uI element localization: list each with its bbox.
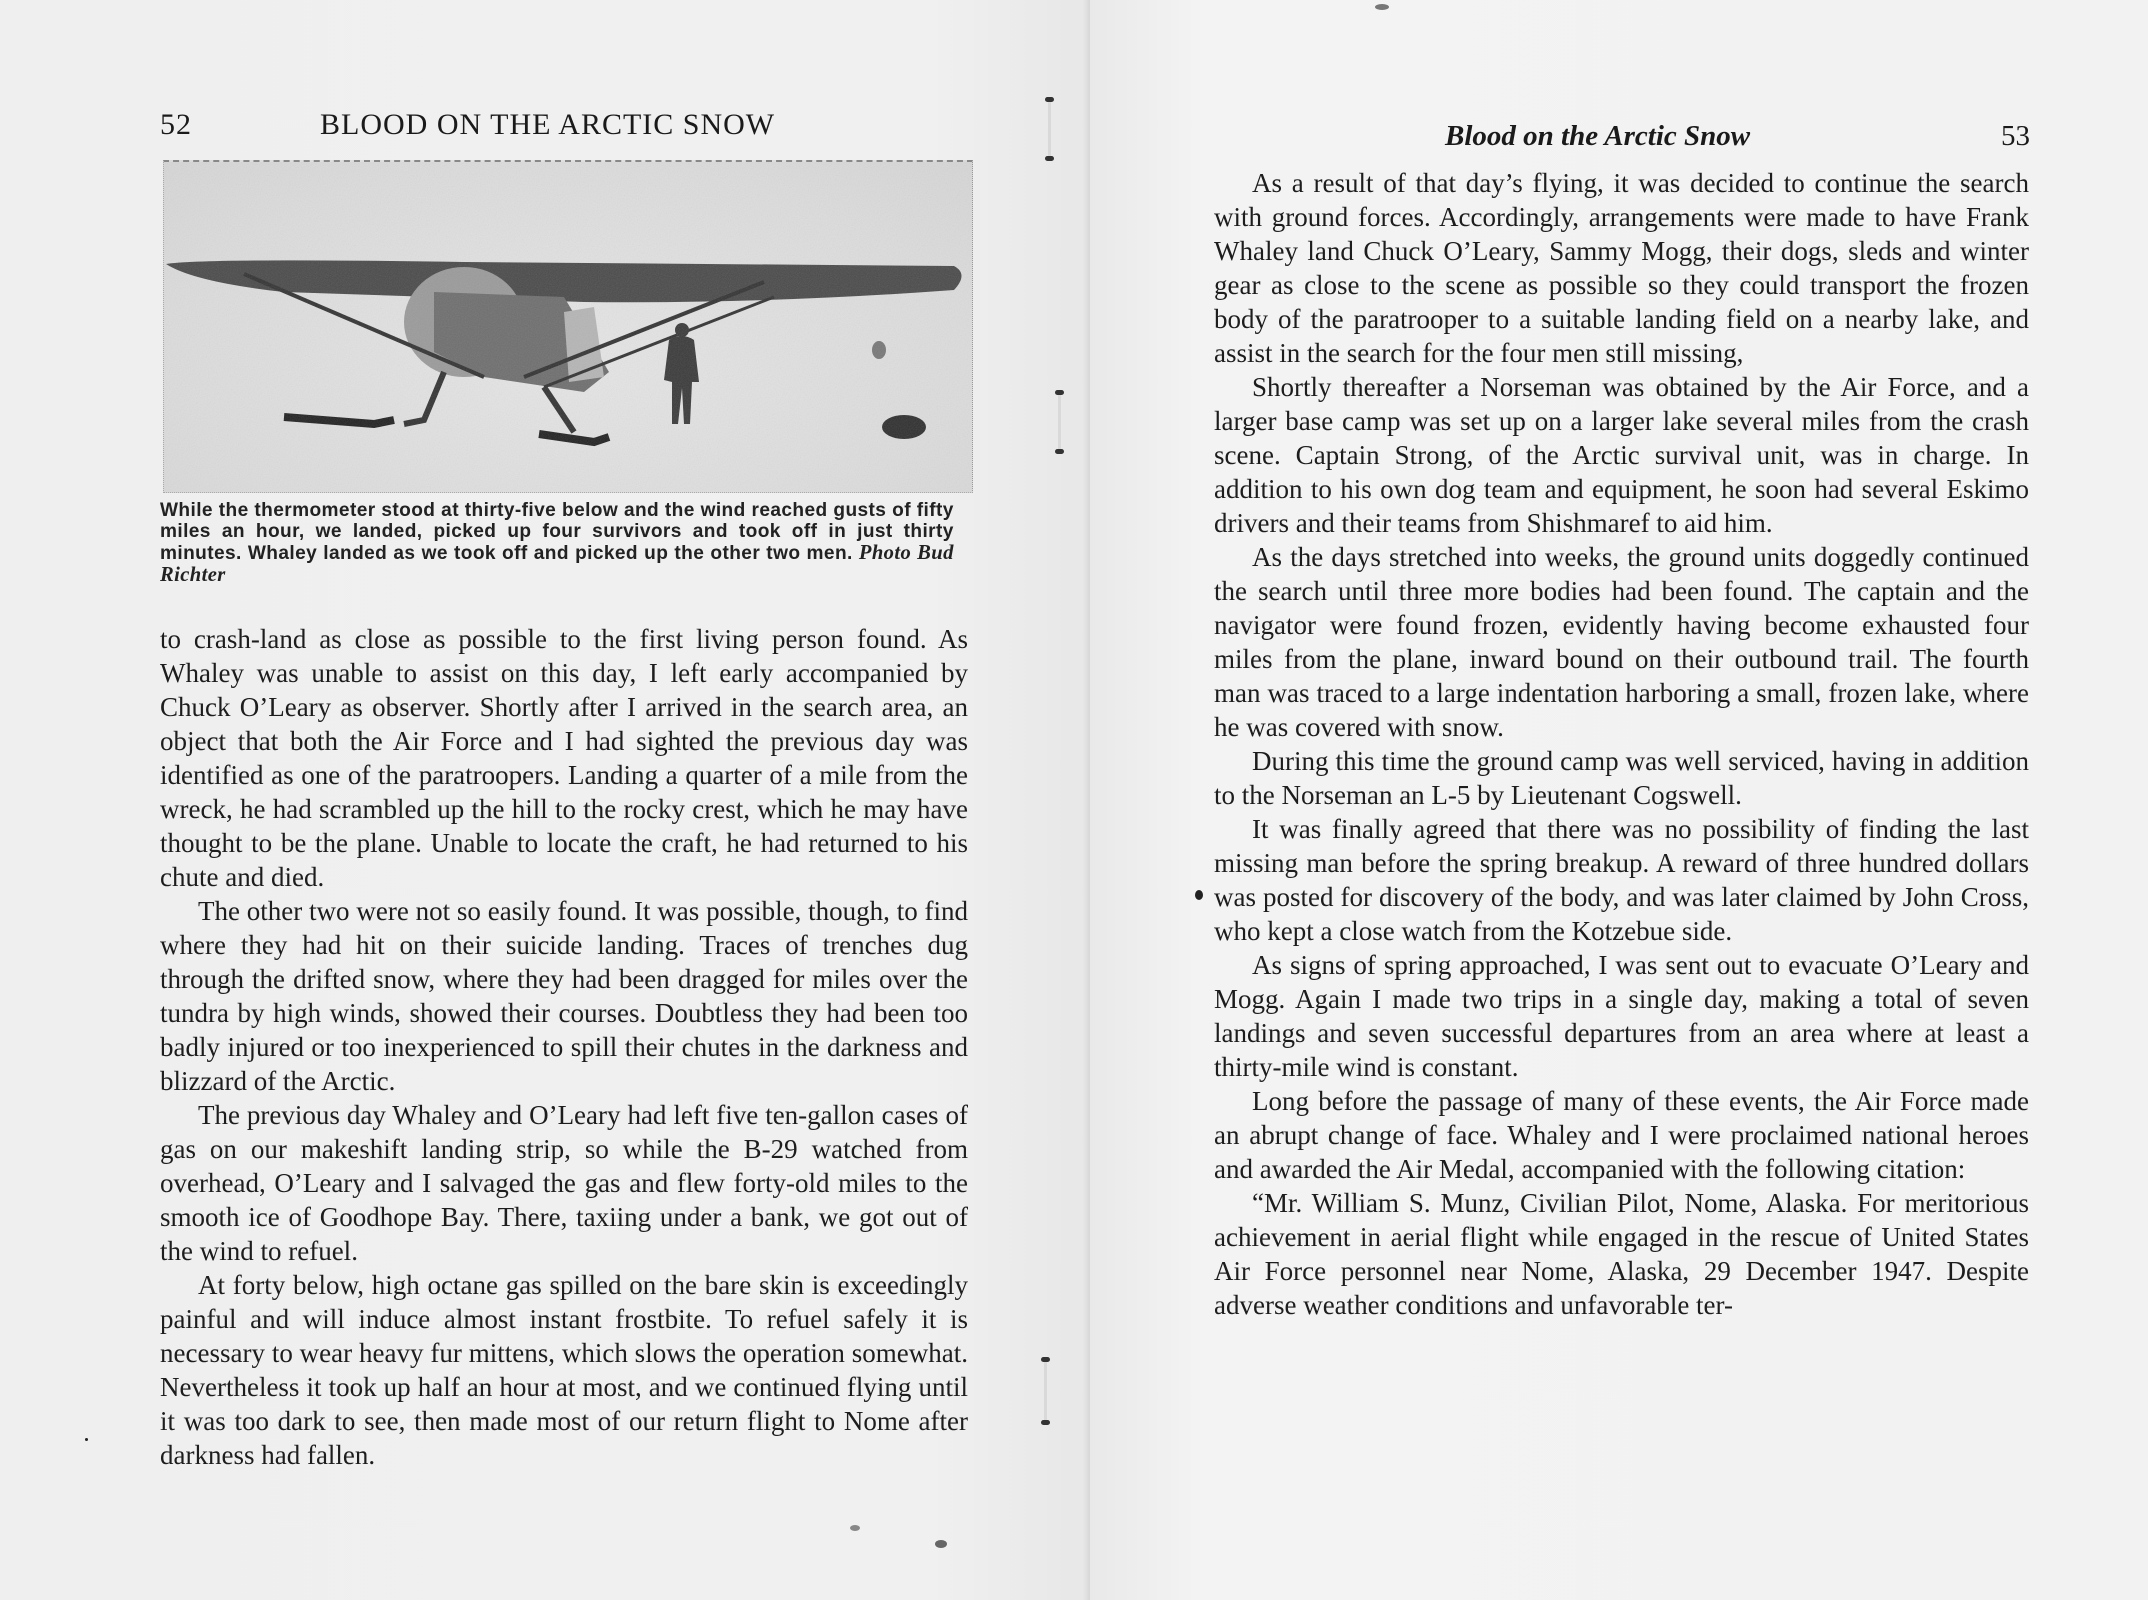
photo-credit: Photo Bud Richter: [160, 540, 954, 586]
right-page-number: 53: [2001, 120, 2030, 152]
caption-text: While the thermometer stood at thirty-five below and the wind reached gusts of fifty miles an hour, we landed, picked up four survivors and took off in just thirty minutes. Whaley landed as we took off and picked up the other two men.: [160, 499, 954, 564]
scan-speck: [1375, 4, 1389, 10]
paragraph: Shortly thereafter a Norseman was obtained by the Air Force, and a larger base camp was set up on a larger lake several miles from the crash scene. Captain Strong, of the Arctic survival unit, was in charge. In addition to his own dog team and equipment, he soon had several Eskimo drivers and their teams from Shishmaref to aid him.: [1214, 372, 2029, 538]
right-page-body: [1214, 166, 2029, 1322]
paragraph: Long before the passage of many of these events, the Air Force made an abrupt change of face. Whaley and I were proclaimed national heroes and awarded the Air Medal, accompanied with the following citation:: [1214, 1086, 2029, 1184]
left-page-number: 52: [160, 108, 192, 141]
scan-speck: [85, 1438, 88, 1441]
paragraph: The previous day Whaley and O’Leary had left five ten-gallon cases of gas on our makeshift landing strip, so while the B-29 watched from overhead, O’Leary and I salvaged the gas and flew forty-old miles to the smooth ice of Goodhope Bay. There, taxiing under a bank, we got out of the wind to refuel.: [160, 1100, 968, 1266]
paragraph: The other two were not so easily found. It was possible, though, to find where they had hit on their suicide landing. Traces of trenches dug through the drifted snow, where they had been dragged for miles over the tundra by high winds, showed their courses. Doubtless they had been too badly injured or too inexperienced to spill their chutes in the darkness and blizzard of the Arctic.: [160, 896, 968, 1096]
paragraph: As the days stretched into weeks, the ground units doggedly continued the search until three more bodies had been found. The captain and the navigator were found frozen, evidently having become exhausted four miles from the plane, inward bound on their outbound trail. The fourth man was traced to a large indentation harboring a small, frozen lake, where he was covered with snow.: [1214, 542, 2029, 742]
staple-hole: [1058, 393, 1061, 451]
paragraph: It was finally agreed that there was no possibility of finding the last missing man before the spring breakup. A reward of three hundred dollars was posted for discovery of the body, and was later claimed by John Cross, who kept a close watch from the Kotzebue side.: [1214, 814, 2029, 946]
airplane-photo-illustration: [164, 162, 972, 492]
paragraph: At forty below, high octane gas spilled on the bare skin is exceedingly painful and will induce almost instant frostbite. To refuel safely it is necessary to wear heavy fur mittens, which slows the operation somewhat. Nevertheless it took up half an hour at most, and we continued flying until it was too dark to see, then made most of our return flight to Nome after darkness had fallen.: [160, 1270, 968, 1470]
paragraph: During this time the ground camp was well serviced, having in addition to the Norseman an L-5 by Lieutenant Cogswell.: [1214, 746, 2029, 810]
left-page-body: [160, 622, 968, 1472]
right-running-head: [1210, 120, 2030, 156]
scan-speck: [1195, 890, 1203, 900]
paragraph: to crash-land as close as possible to the first living person found. As Whaley was unable to assist on this day, I left early accompanied by Chuck O’Leary as observer. Shortly after I arrived in the search area, an object that both the Air Force and I had sighted the previous day was identified as one of the paratroopers. Landing a quarter of a mile from the wreck, he had scrambled up the hill to the rocky crest, which he may have thought to be the plane. Unable to locate the craft, he had returned to his chute and died.: [160, 624, 968, 892]
staple-hole: [1044, 1360, 1047, 1422]
airplane-photo: [163, 160, 973, 493]
left-running-title: BLOOD ON THE ARCTIC SNOW: [320, 108, 776, 141]
scan-speck: [935, 1540, 947, 1548]
scan-speck: [850, 1525, 860, 1531]
photo-caption: [160, 500, 954, 586]
paragraph: As signs of spring approached, I was sent out to evacuate O’Leary and Mogg. Again I made two trips in a single day, making a total of seven landings and seven successful departures from an area where at least a thirty-mile wind is constant.: [1214, 950, 2029, 1082]
paragraph: As a result of that day’s flying, it was decided to continue the search with ground forces. Accordingly, arrangements were made to have Frank Whaley land Chuck O’Leary, Sammy Mogg, their dogs, sleds and winter gear as close to the scene as possible so they could transport the frozen body of the paratrooper to a suitable landing field on a nearby lake, and assist in the search for the four men still missing,: [1214, 168, 2029, 368]
staple-hole: [1048, 100, 1051, 158]
left-running-head: [160, 108, 810, 142]
paragraph: “Mr. William S. Munz, Civilian Pilot, Nome, Alaska. For meritorious achievement in aerial flight while engaged in the rescue of United States Air Force personnel near Nome, Alaska, 29 December 1947. Despite adverse weather conditions and unfavorable ter-: [1214, 1188, 2029, 1320]
right-running-title: Blood on the Arctic Snow: [1445, 120, 1751, 152]
